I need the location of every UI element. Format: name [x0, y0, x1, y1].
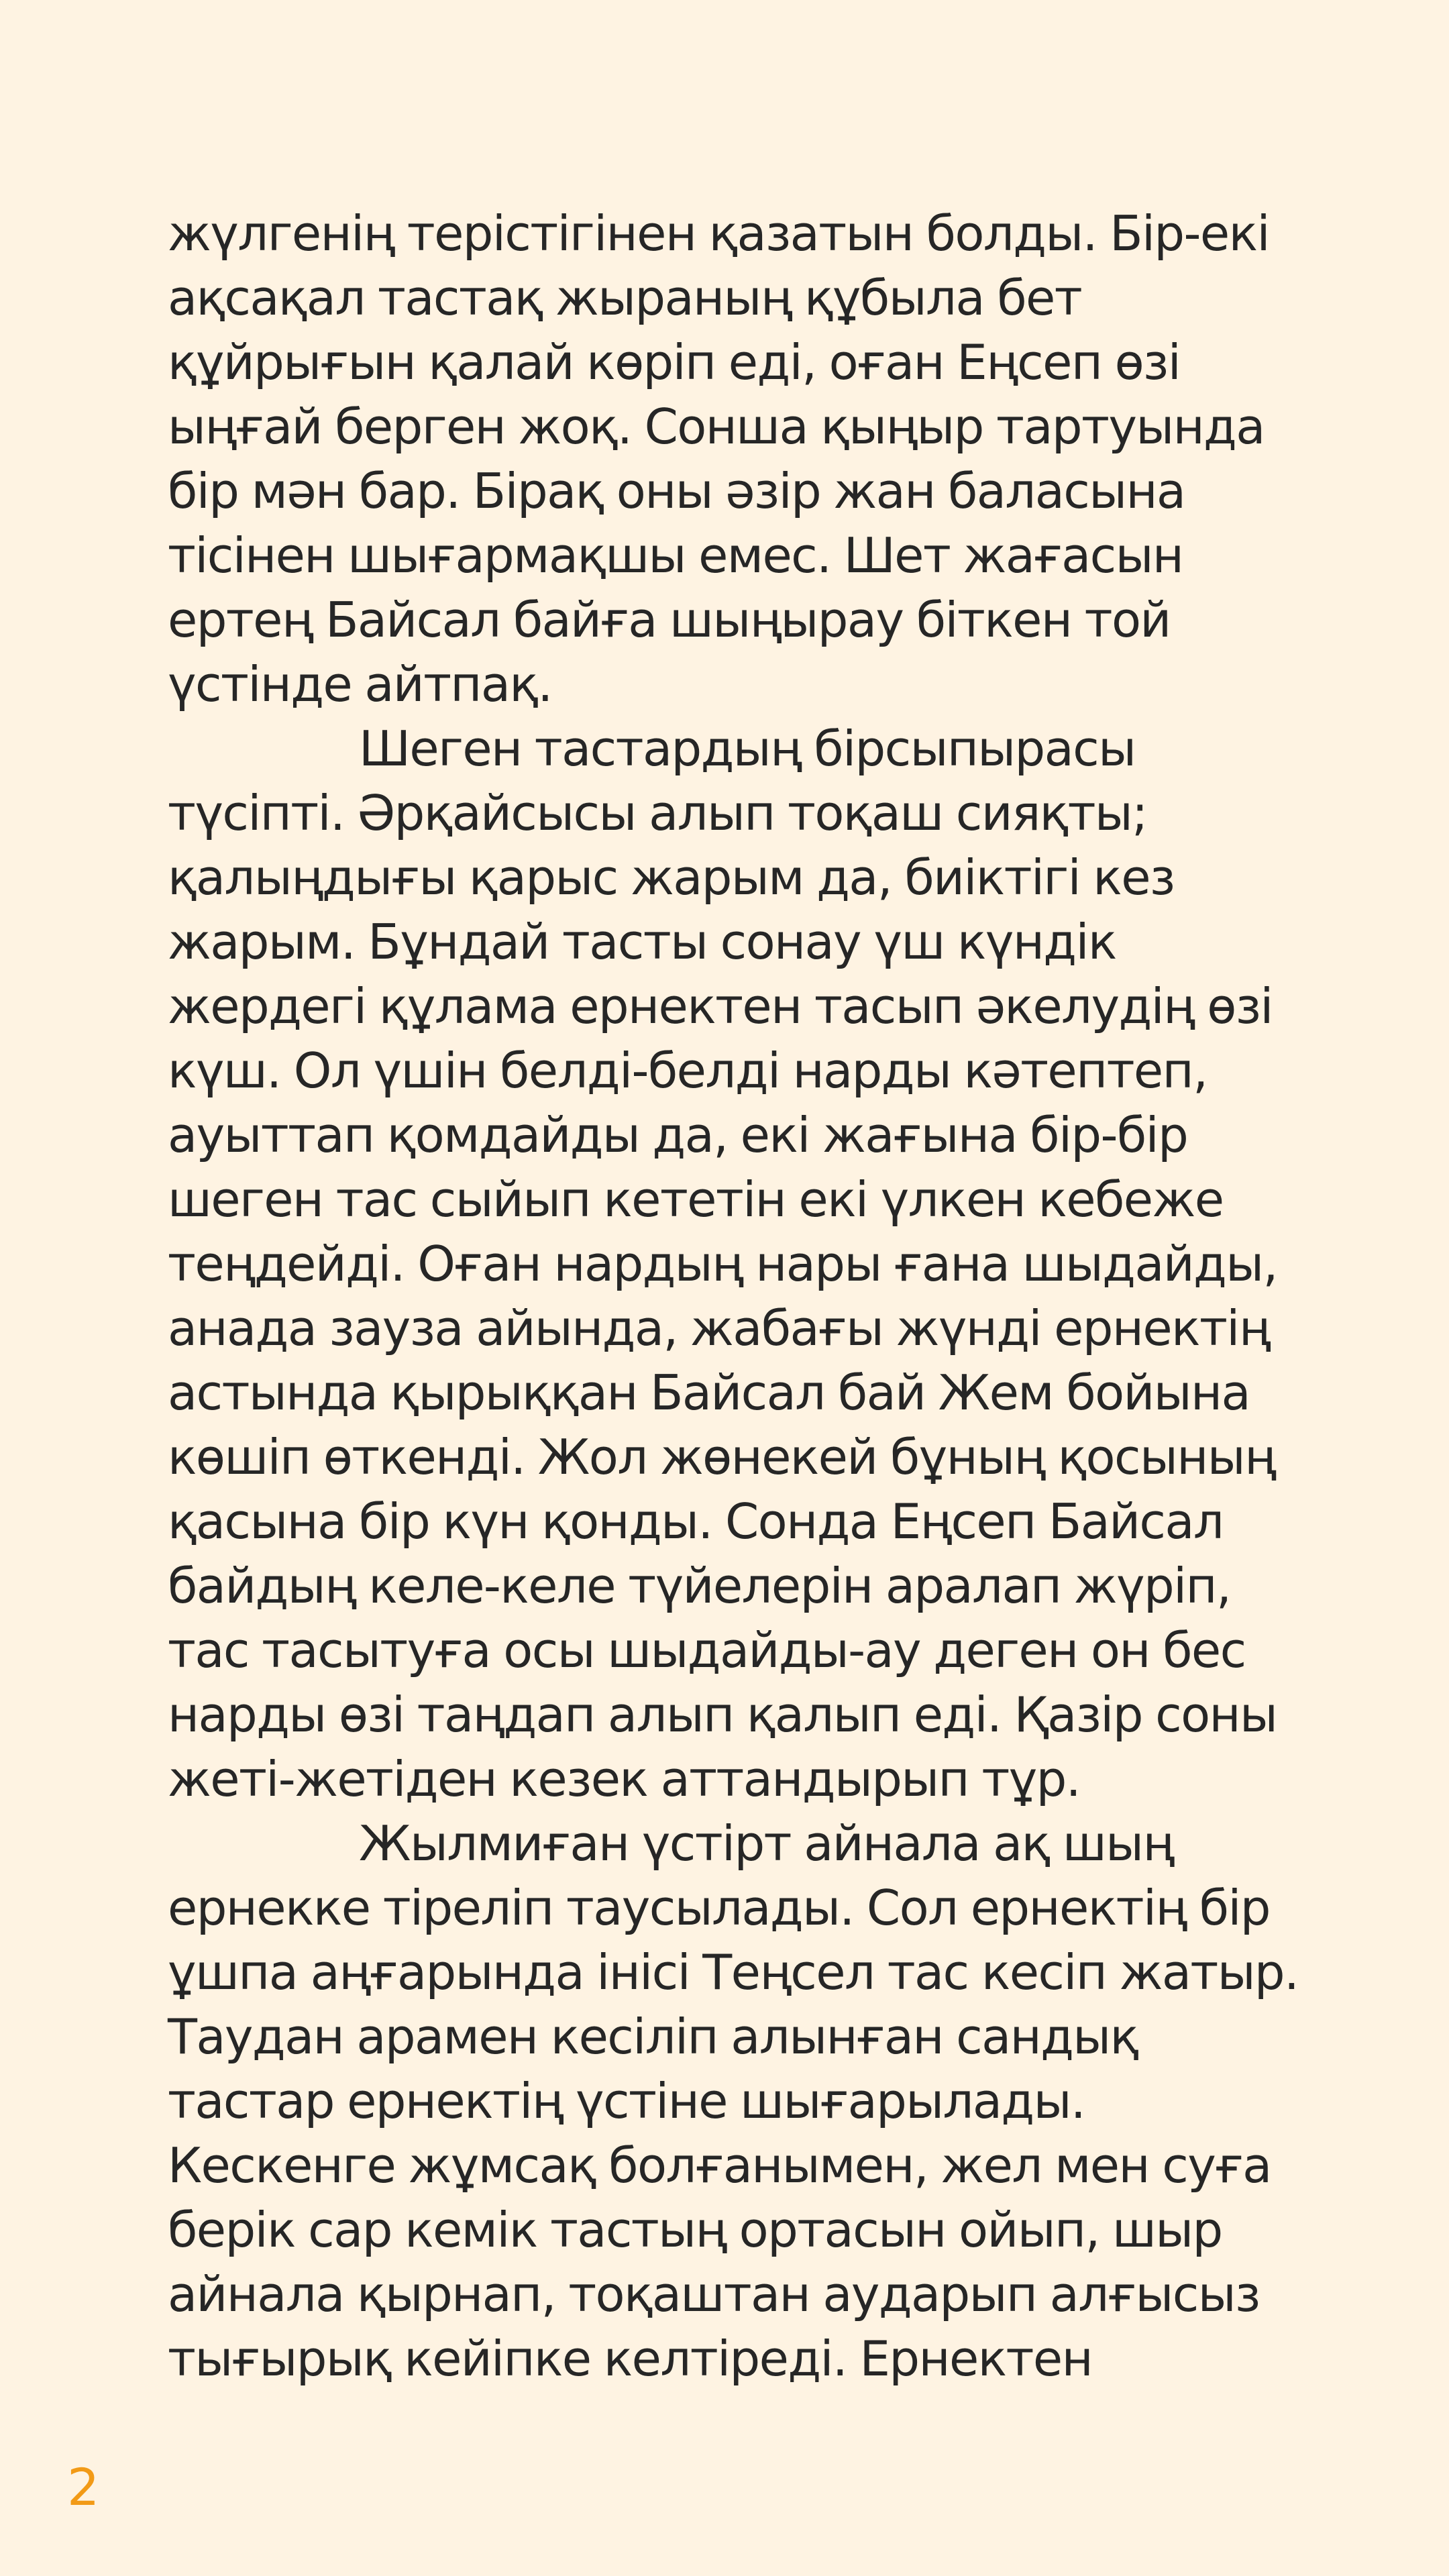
text-line: ертең Байсал байға шыңырау біткен той	[168, 592, 1171, 648]
text-line: түсіпті. Әрқайсысы алып тоқаш сияқты;	[168, 785, 1147, 841]
text-line: қасына бір күн қонды. Сонда Еңсеп Байсал	[168, 1493, 1224, 1550]
text-line: ақсақал тастақ жыраның құбыла бет	[168, 270, 1082, 326]
text-line: берік сар кемік тастың ортасын ойып, шыр	[168, 2202, 1222, 2258]
text-line: тас тасытуға осы шыдайды-ау деген он бес	[168, 1622, 1246, 1678]
text-line: жүлгенің терістігінен қазатын болды. Бір-екі	[168, 205, 1269, 262]
text-line: анада зауза айында, жабағы жүнді ернектің	[168, 1300, 1270, 1356]
text-line: астында қырыққан Байсал бай Жем бойына	[168, 1364, 1250, 1421]
text-line: Шеген тастардың бірсыпырасы	[359, 720, 1136, 777]
text-line: күш. Ол үшін белді-белді нарды кәтептеп,	[168, 1042, 1208, 1099]
text-line: көшіп өткенді. Жол жөнекей бұның қосының	[168, 1429, 1275, 1485]
text-line: тығырық кейіпке келтіреді. Ернектен	[168, 2330, 1093, 2387]
text-line: байдың келе-келе түйелерін аралап жүріп,	[168, 1558, 1231, 1614]
text-line: үстінде айтпақ.	[168, 656, 552, 712]
text-line: Кескенге жұмсақ болғанымен, жел мен суға	[168, 2137, 1271, 2194]
text-line: жарым. Бұндай тасты сонау үш күндік	[168, 914, 1116, 970]
text-line: нарды өзі таңдап алып қалып еді. Қазір соны	[168, 1686, 1277, 1743]
text-line: Таудан арамен кесіліп алынған сандық	[168, 2008, 1138, 2065]
text-line: шеген тас сыйып кететін екі үлкен кебеже	[168, 1171, 1224, 1228]
text-line: ернекке тіреліп таусылады. Сол ернектің бір	[168, 1880, 1270, 1936]
page-number: 2	[67, 2457, 100, 2517]
text-line: айнала қырнап, тоқаштан аударып алғысыз	[168, 2266, 1260, 2322]
text-line: құйрығын қалай көріп еді, оған Еңсеп өзі	[168, 334, 1181, 390]
text-line: жердегі құлама ернектен тасып әкелудің өзі	[168, 978, 1273, 1034]
text-line: бір мән бар. Бірақ оны әзір жан баласына	[168, 463, 1185, 519]
text-line: жеті-жетіден кезек аттандырып тұр.	[168, 1751, 1081, 1807]
body-text	[168, 201, 1308, 2391]
text-line: ыңғай берген жоқ. Сонша қыңыр тартуында	[168, 398, 1265, 455]
text-line: ұшпа аңғарында інісі Теңсел тас кесіп жатыр.	[168, 1944, 1299, 2000]
text-line: ауыттап қомдайды да, екі жағына бір-бір	[168, 1107, 1188, 1163]
text-line: тастар ернектің үстіне шығарылады.	[168, 2073, 1085, 2129]
text-line: қалыңдығы қарыс жарым да, биіктігі кез	[168, 849, 1175, 906]
text-line: тісінен шығармақшы емес. Шет жағасын	[168, 527, 1183, 584]
text-line: Жылмиған үстірт айнала ақ шың	[359, 1815, 1174, 1872]
text-line: теңдейді. Оған нардың нары ғана шыдайды,	[168, 1236, 1277, 1292]
